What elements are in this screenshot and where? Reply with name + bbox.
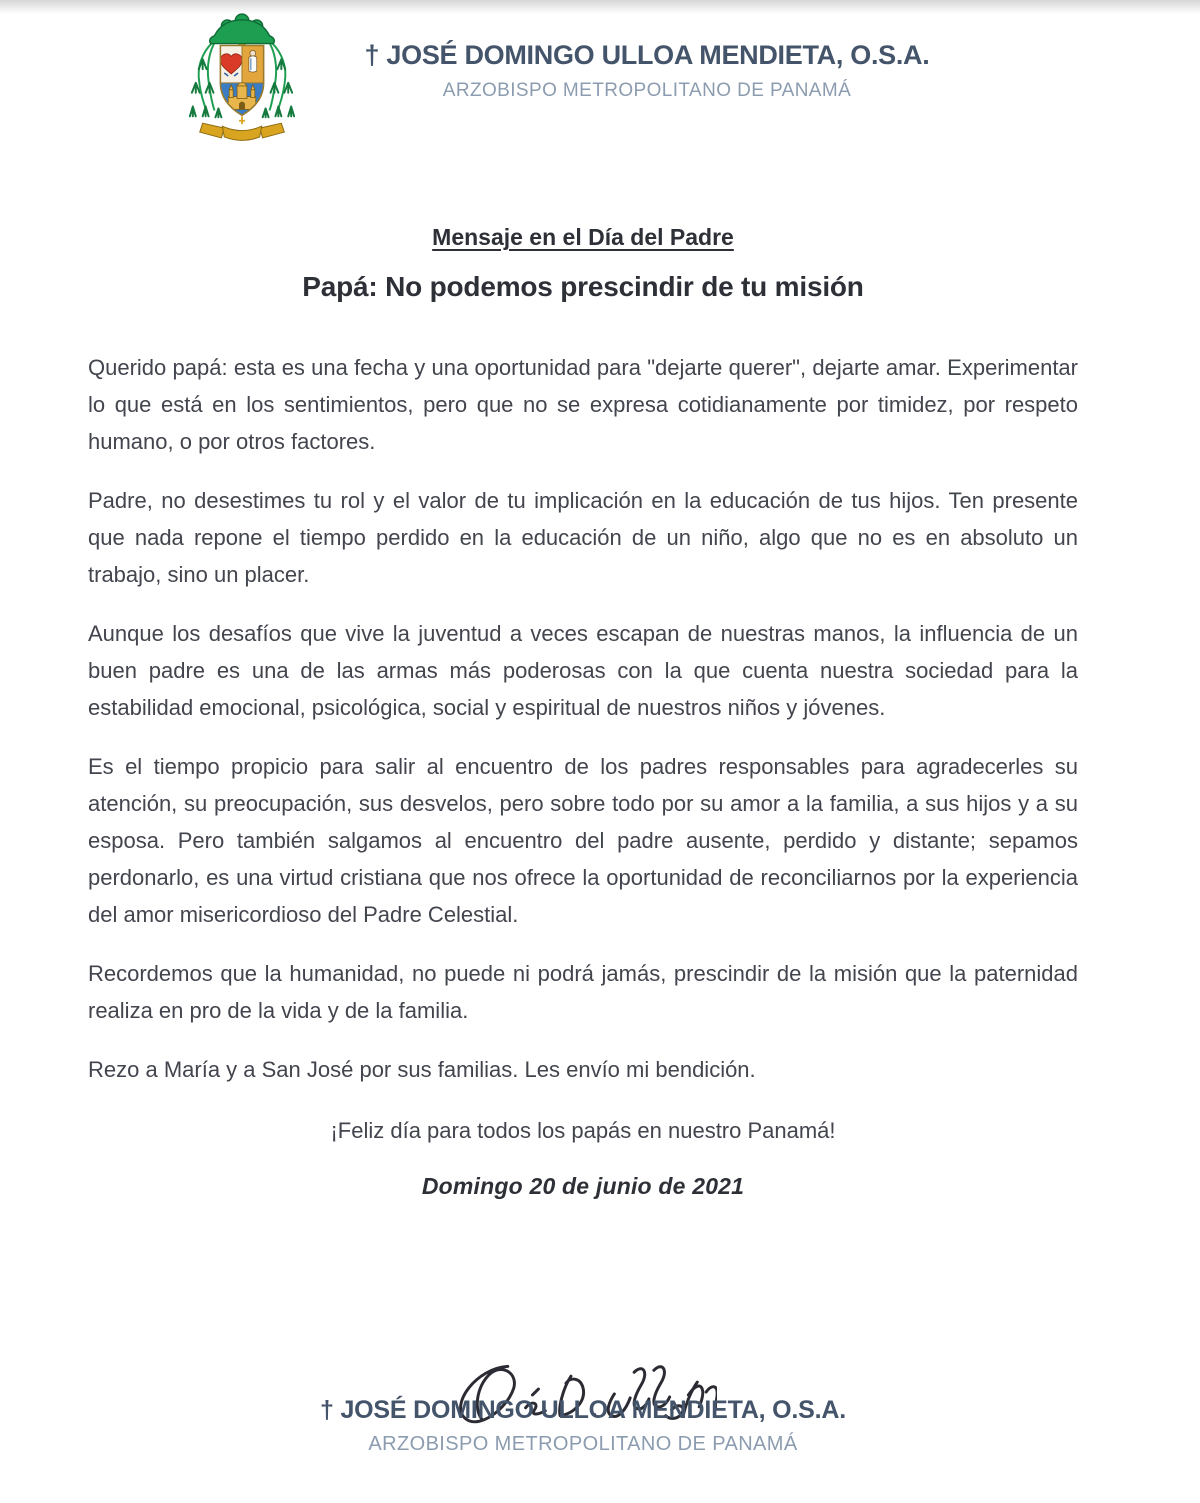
archbishop-title: ARZOBISPO METROPOLITANO DE PANAMÁ — [442, 80, 852, 101]
paragraph-6: Rezo a María y a San José por sus familias. Les envío mi bendición. — [88, 1057, 756, 1082]
message-title: Papá: No podemos prescindir de tu misión — [302, 271, 864, 302]
letterhead — [0, 0, 1200, 150]
date-line: Domingo 20 de junio de 2021 — [421, 1173, 745, 1199]
paragraph-4: Es el tiempo propicio para salir al encuentro de los padres responsables para agradecerles su atención, su preocupación, sus desvelos, pero sobre todo por su amor a la familia, a sus hijos y a su esposa. Pero también salgamos al encuentro del padre ausente, perdido y distante; sepamos perdonarlo, es una virtud cristiana que nos ofrece la oportunidad de reconciliarnos por la experiencia del amor misericordioso del Padre Celestial. — [88, 754, 1078, 927]
signature-block — [88, 1352, 1078, 1456]
paragraph-1: Querido papá: esta es una fecha y una oportunidad para "dejarte querer", dejarte amar. Experimentar lo que está en los sentimientos, pero que no se expresa cotidianamente por timidez, por respeto humano, o por otros factores. — [88, 355, 1078, 454]
closing-line: ¡Feliz día para todos los papás en nuestro Panamá! — [330, 1118, 836, 1143]
archbishop-name: † JOSÉ DOMINGO ULLOA MENDIETA, O.S.A. — [364, 40, 930, 70]
paragraph-2: Padre, no desestimes tu rol y el valor de tu implicación en la educación de tus hijos. Ten presente que nada repone el tiempo perdido en la educación de un niño, algo que no es en absoluto un trabajo, sino un placer. — [88, 488, 1078, 587]
paragraph-3: Aunque los desafíos que vive la juventud a veces escapan de nuestras manos, la influencia de un buen padre es una de las armas más poderosas con la que cuenta nuestra sociedad para la estabilidad emocional, psicológica, social y espiritual de nuestros niños y jóvenes. — [88, 621, 1078, 720]
signature-name: † JOSÉ DOMINGO ULLOA MENDIETA, O.S.A. — [320, 1396, 846, 1424]
archdiocese-crest-icon — [183, 6, 301, 146]
signature-title: ARZOBISPO METROPOLITANO DE PANAMÁ — [368, 1433, 798, 1455]
letterhead-text — [337, 40, 957, 102]
letter-content — [88, 224, 1078, 1200]
paragraph-5: Recordemos que la humanidad, no puede ni podrá jamás, prescindir de la misión que la paternidad realiza en pro de la vida y de la familia. — [88, 961, 1078, 1023]
message-subject: Mensaje en el Día del Padre — [432, 224, 734, 250]
